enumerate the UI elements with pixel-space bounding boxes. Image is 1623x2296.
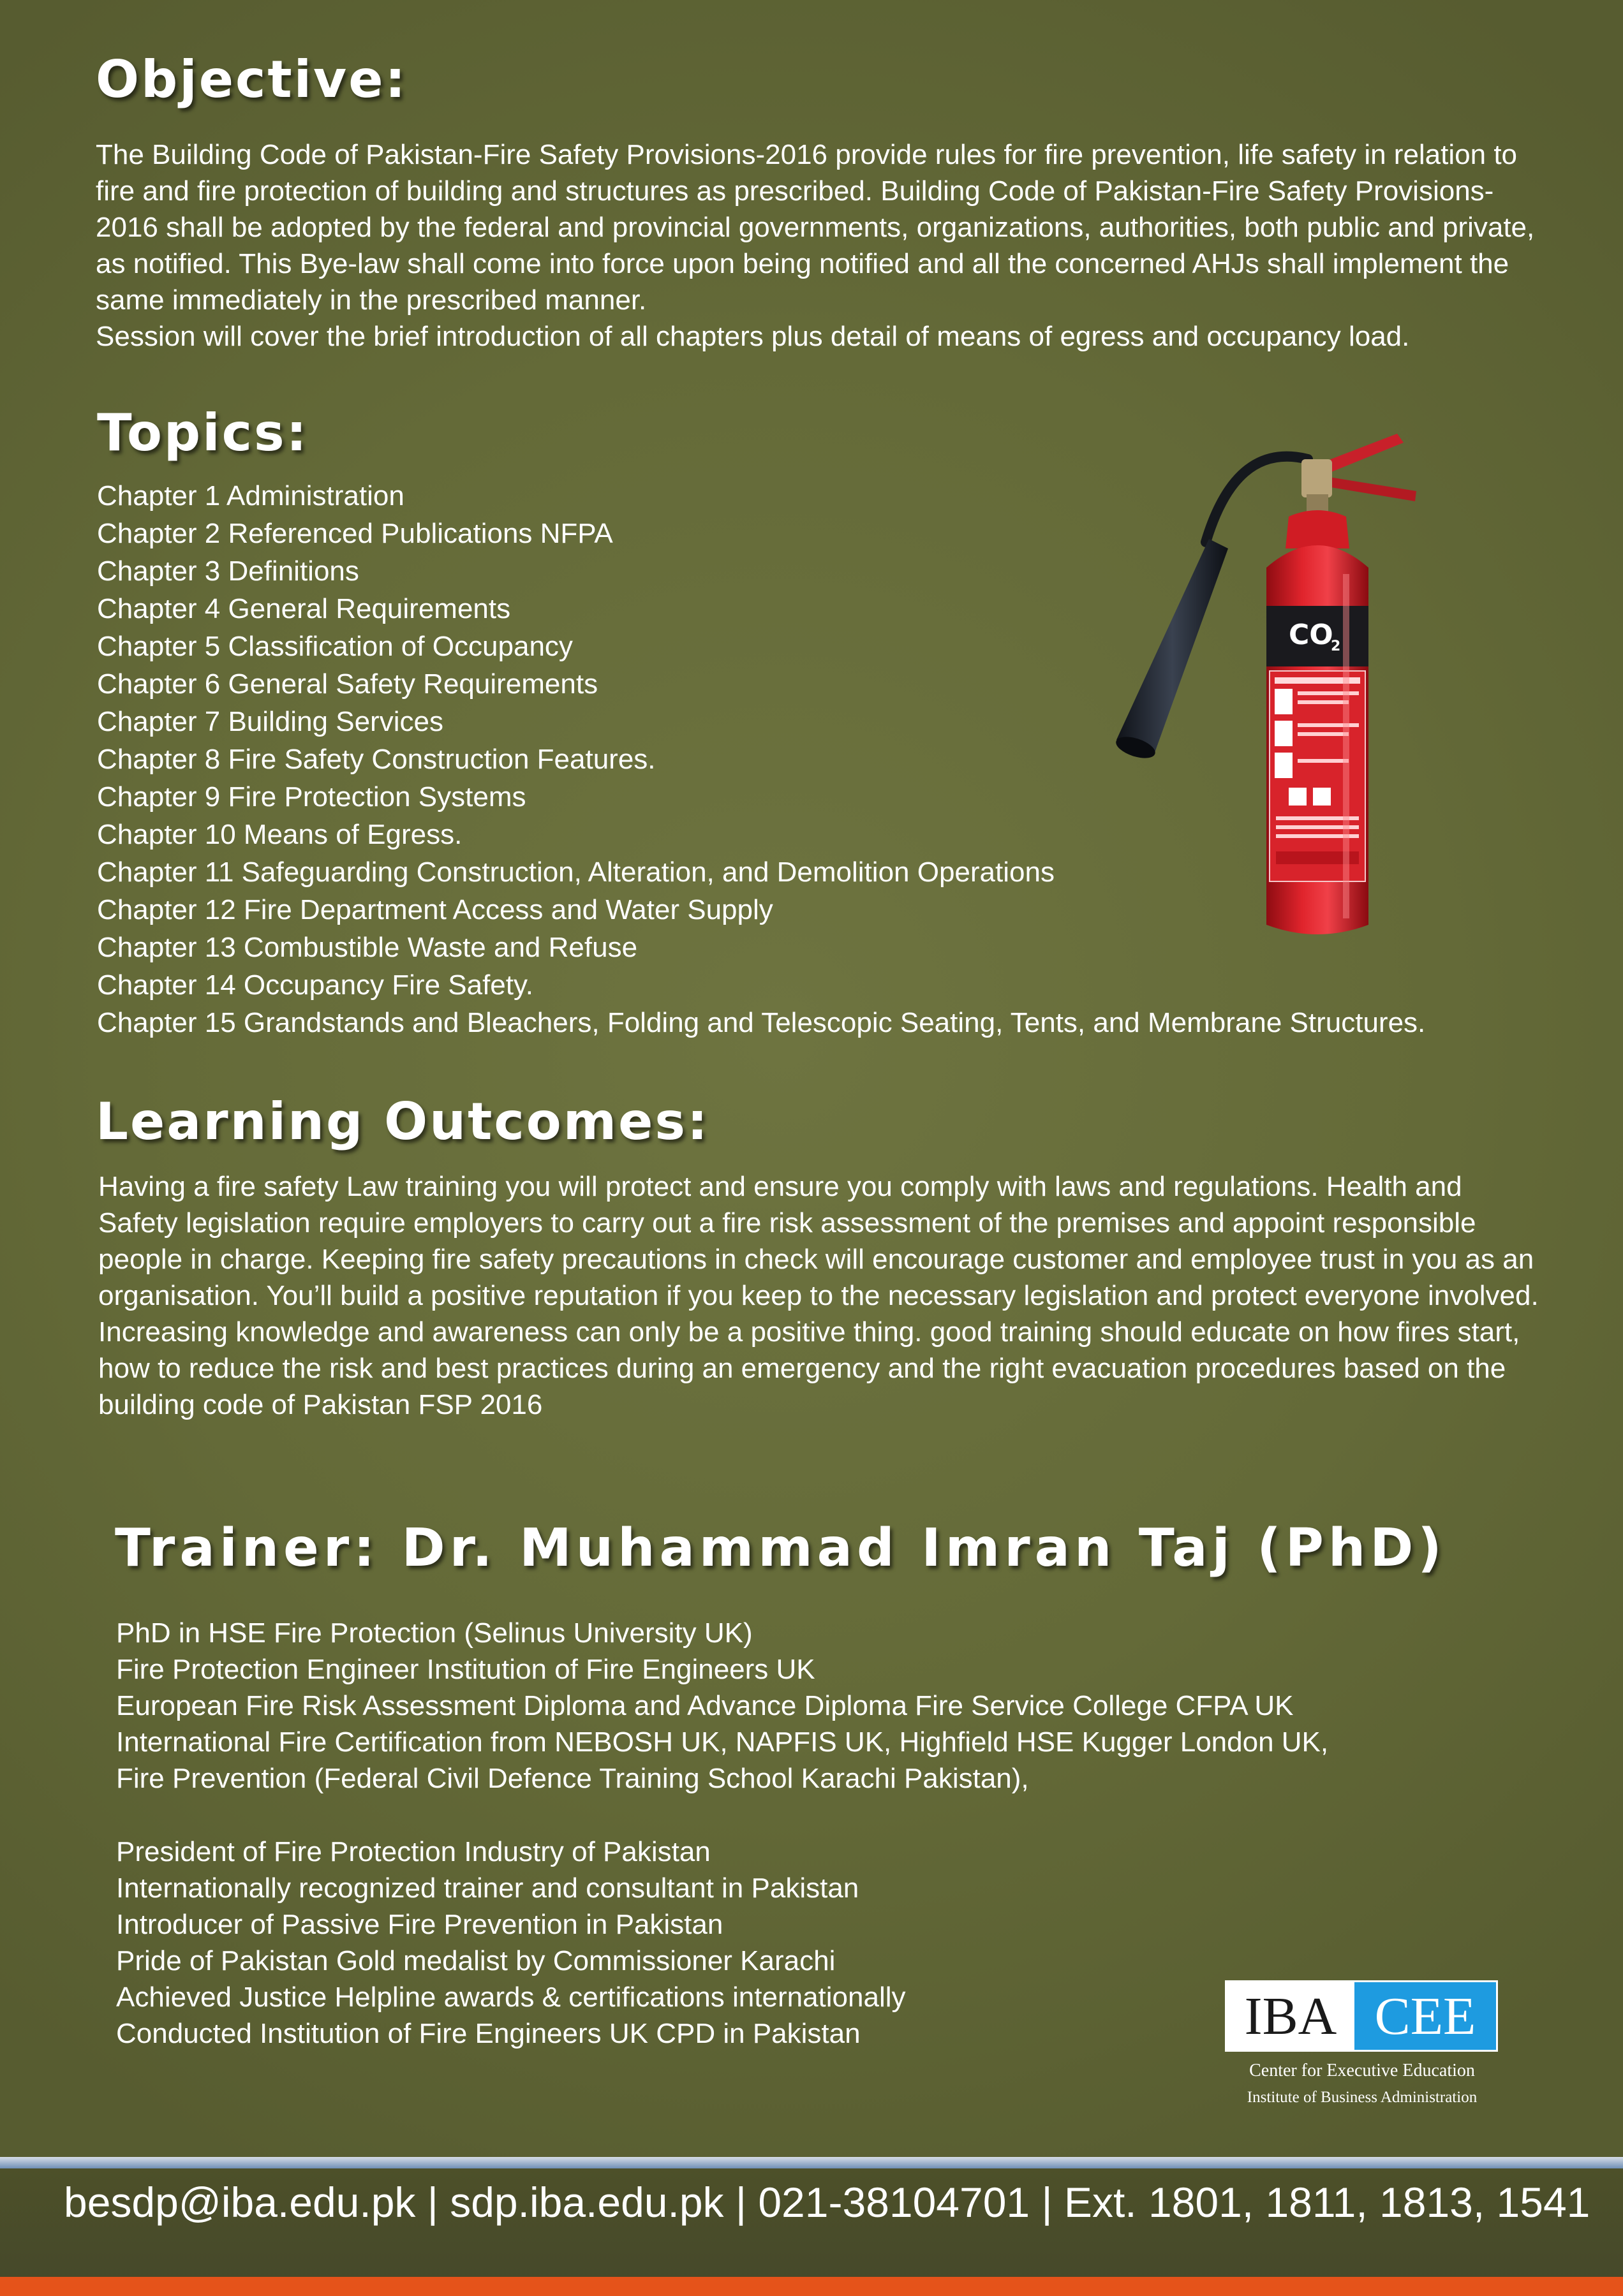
learning-outcomes-heading: Learning Outcomes: <box>96 1092 709 1151</box>
logo-iba-text: IBA <box>1227 1982 1354 2050</box>
footer-accent-stripe <box>0 2277 1623 2296</box>
list-item: Chapter 11 Safeguarding Construction, Alteration, and Demolition Operations <box>97 857 1055 888</box>
list-item: Chapter 14 Occupancy Fire Safety. <box>97 969 533 1001</box>
list-item: Chapter 15 Grandstands and Bleachers, Folding and Telescopic Seating, Tents, and Membrane Structures. <box>97 1007 1426 1038</box>
list-item: Chapter 7 Building Services <box>97 706 443 737</box>
trainer-heading: Trainer: Dr. Muhammad Imran Taj (PhD) <box>115 1518 1446 1578</box>
list-item: Chapter 5 Classification of Occupancy <box>97 631 573 662</box>
list-item: International Fire Certification from NEBOSH UK, NAPFIS UK, Highfield HSE Kugger London UK, <box>116 1726 1329 1758</box>
fire-extinguisher-icon <box>1097 421 1455 963</box>
svg-text:CO: CO <box>1289 619 1333 651</box>
list-item: President of Fire Protection Industry of Pakistan <box>116 1836 711 1867</box>
outcomes-paragraph: Increasing knowledge and awareness can only be a positive thing. good training should educate on how fires start, how to reduce the risk and best practices during an emergency and the right evacuation procedures based on the building code of Pakistan FSP 2016 <box>98 1316 1520 1420</box>
trainer-qualifications <box>116 1615 1328 1797</box>
objective-heading: Objective: <box>96 50 408 109</box>
list-item: Fire Prevention (Federal Civil Defence Training School Karachi Pakistan), <box>116 1763 1029 1794</box>
list-item: Chapter 13 Combustible Waste and Refuse <box>97 932 638 963</box>
footer-contact: besdp@iba.edu.pk | sdp.iba.edu.pk | 021-38104701 | Ext. 1801, 1811, 1813, 1541 <box>64 2179 1590 2226</box>
outcomes-paragraph: Having a fire safety Law training you will protect and ensure you comply with laws and regulations. Health and Safety legislation require employers to carry out a fire risk assessment of the premises and appoint responsible people in charge. Keeping fire safety precautions in check will encourage customer and employee trust in you as an organisation. You’ll build a positive reputation if you keep to the necessary legislation and protect everyone involved. <box>98 1171 1539 1311</box>
list-item: Chapter 8 Fire Safety Construction Features. <box>97 744 656 775</box>
topics-heading: Topics: <box>97 403 309 462</box>
objective-paragraph: The Building Code of Pakistan-Fire Safety Provisions-2016 provide rules for fire prevention, life safety in relation to fire and fire protection of building and structures as prescribed. Building Code of Pakistan-Fire Safety Provisions-2016 shall be adopted by the federal and provincial governments, organizations, authorities, both public and private, as notified. This Bye-law shall come into force upon being notified and all the concerned AHJs shall implement the same immediately in the prescribed manner. <box>96 139 1535 316</box>
list-item: Chapter 6 General Safety Requirements <box>97 668 598 700</box>
logo-mark <box>1225 1980 1498 2052</box>
list-item: European Fire Risk Assessment Diploma and Advance Diploma Fire Service College CFPA UK <box>116 1690 1294 1721</box>
logo-subtitle: Center for Executive Education <box>1249 2061 1475 2080</box>
list-item: Chapter 4 General Requirements <box>97 593 511 624</box>
list-item: Chapter 12 Fire Department Access and Water Supply <box>97 894 773 925</box>
svg-text:2: 2 <box>1331 638 1341 654</box>
list-item: Achieved Justice Helpline awards & certifications internationally <box>116 1982 906 2013</box>
list-item: Introducer of Passive Fire Prevention in Pakistan <box>116 1909 723 1940</box>
list-item: Pride of Pakistan Gold medalist by Commissioner Karachi <box>116 1945 836 1976</box>
list-item: Chapter 3 Definitions <box>97 556 359 587</box>
list-item: Chapter 1 Administration <box>97 480 404 511</box>
iba-cee-logo <box>1225 1980 1499 2107</box>
objective-text <box>96 136 1544 355</box>
list-item: Fire Protection Engineer Institution of Fire Engineers UK <box>116 1654 815 1685</box>
footer-divider <box>0 2157 1623 2168</box>
trainer-achievements <box>116 1834 906 2052</box>
list-item: Chapter 9 Fire Protection Systems <box>97 781 526 813</box>
list-item: PhD in HSE Fire Protection (Selinus University UK) <box>116 1617 753 1649</box>
list-item: Chapter 10 Means of Egress. <box>97 819 463 850</box>
logo-cee-text: CEE <box>1354 1982 1496 2050</box>
list-item: Internationally recognized trainer and consultant in Pakistan <box>116 1873 859 1904</box>
learning-outcomes-text <box>98 1168 1546 1423</box>
list-item: Conducted Institution of Fire Engineers UK CPD in Pakistan <box>116 2018 861 2049</box>
objective-paragraph: Session will cover the brief introduction of all chapters plus detail of means of egress and occupancy load. <box>96 321 1410 352</box>
logo-subtitle-institute: Institute of Business Administration <box>1247 2089 1478 2106</box>
list-item: Chapter 2 Referenced Publications NFPA <box>97 518 613 549</box>
